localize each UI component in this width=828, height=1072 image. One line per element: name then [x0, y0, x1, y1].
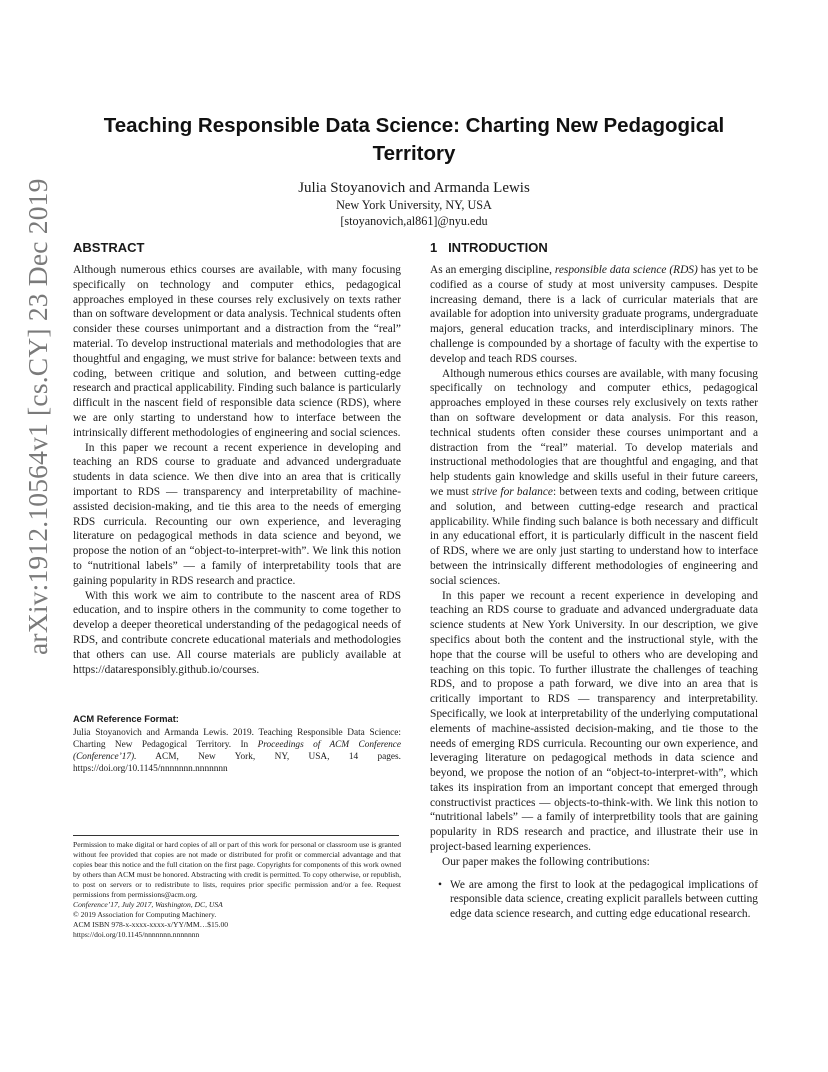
doi-line: https://doi.org/10.1145/nnnnnnn.nnnnnnn [73, 930, 200, 939]
abstract-paragraph-1: Although numerous ethics courses are available, with many focusing specifically on technology and computer ethics, pedagogical approaches employed in these courses rely exclusively on texts rather than on software development or data analysis. Technical students often consider these courses unimportant and a distraction from the “real” material. To develop instructional materials and methodologies that are thoughtful and engaging, we must strive for balance: between texts and coding, between critique and solution, and between cutting-edge research and practical applicability. Finding such balance is particularly difficult in the nascent field of responsible data science (RDS), where we are only starting to understand how to interface between the intrinsically different methodologies of engineering and social sciences. [73, 264, 401, 439]
intro-p1-em: responsible data science (RDS) [554, 264, 698, 276]
intro-paragraph-2 [430, 367, 758, 589]
abstract-paragraph-3: With this work we aim to contribute to the nascent area of RDS education, and to inspire others in the community to come together to develop a deeper theoretical understanding of the pedagogical needs of RDS, and contribute concrete educational materials and methodologies that others can use. All course materials are publicly available at https://dataresponsibly.github.io/courses. [73, 589, 401, 676]
abstract-heading: ABSTRACT [73, 240, 145, 255]
introduction-section [430, 240, 758, 922]
conference-text: Conference’17, July 2017, Washington, DC, USA [73, 900, 223, 909]
isbn-line: ACM ISBN 978-x-xxxx-xxxx-x/YY/MM…$15.00 [73, 920, 229, 929]
paper-title [0, 112, 828, 168]
contribution-item [438, 878, 758, 922]
intro-paragraph-1 [430, 263, 758, 367]
intro-p2-b: : between texts and coding, between critique and solution, and between cutting-edge research and practical applicability. While finding such balance is both necessary and difficult in any educational effort, it is particularly difficult in the nascent field of RDS, where we are only just starting to understand how to interface between the intrinsically different methodologies of engineering and social sciences. [430, 485, 758, 587]
introduction-heading: 1 INTRODUCTION [430, 240, 548, 255]
contribution-text: We are among the first to look at the pedagogical implications of responsible data science, creating explicit parallels between cutting edge data science research, and cutting edge educational research. [450, 878, 758, 921]
acm-reference-text-b: ACM, New York, NY, USA, 14 pages. https://doi.org/10.1145/nnnnnnn.nnnnnnn [73, 752, 401, 774]
copyright-line: © 2019 Association for Computing Machinery. [73, 910, 217, 919]
permission-text: Permission to make digital or hard copies of all or part of this work for personal or classroom use is granted without fee provided that copies are not made or distributed for profit or commercial advantage and that copies bear this notice and the full citation on the first page. Copyrights for components of this work owned by others than ACM must be honored. Abstracting with credit is permitted. To copy otherwise, or republish, to post on servers or to redistribute to lists, requires prior specific permission and/or a fee. Request permissions from permissions@acm.org. [73, 840, 401, 899]
bullet-icon: • [438, 878, 442, 891]
title-line-1: Teaching Responsible Data Science: Charting New Pedagogical [103, 114, 725, 137]
arxiv-stamp-text: arXiv:1912.10564v1 [cs.CY] 23 Dec 2019 [22, 178, 53, 655]
acm-reference-heading: ACM Reference Format: [73, 714, 179, 724]
intro-p2-em: strive for balance [471, 485, 553, 498]
contributions-list [430, 878, 758, 922]
conference-line [73, 900, 401, 910]
title-line-2: Territory [372, 142, 456, 165]
permission-footnote [73, 840, 401, 940]
acm-reference-text-a: Julia Stoyanovich and Armanda Lewis. 2019. Teaching Responsible Data Science: Charting New Pedagogical Territory. In [73, 728, 401, 750]
intro-p2-a: Although numerous ethics courses are available, with many focusing specifically on technology and computer ethics, pedagogical approaches employed in these courses rely exclusively on texts rather than on software development or data analysis. For this reason, technical students often consider these courses unimportant and a distraction from the “real” material. To develop materials and instructional methodologies that are thoughtful and engaging, and that help students gain knowledge and skills useful in their future careers, we must [430, 367, 758, 498]
footnote-rule [73, 835, 399, 836]
author-email: [stoyanovich,al861]@nyu.edu [340, 214, 488, 228]
acm-reference-text [73, 727, 401, 775]
abstract-section [73, 240, 401, 677]
abstract-paragraph-2: In this paper we recount a recent experience in developing and teaching an RDS course to graduate and advanced undergraduate students in data science. We then dive into an area that is critically important to RDS — transparency and interpretability of machine-assisted decision-making, and tie this area to the needs of emerging RDS curricula. Recounting our own experience, and leveraging literature on pedagogical methods in data science and beyond, we propose the notion of an “object-to-interpret-with”. We link this notion to “nutritional labels” — a family of interpretability tools that are gaining popularity in RDS research and practice. [73, 441, 401, 587]
intro-paragraph-3: In this paper we recount a recent experience in developing and teaching an RDS course to graduate and advanced undergraduate data science students at New York University. In our description, we give specifics about both the content and the instructional style, with the hope that the course will be useful to others who are developing and teaching on this topic. To further illustrate the challenges of teaching RDS, and to propose a path forward, we dive into an area that is critically important to RDS — transparency and interpretability. Specifically, we look at interpretability of the underlying computational elements of machine-assisted decision-making, and tie those to the needs of emerging RDS curricula. Recounting our own experience, and leveraging literature on pedagogical methods in data science and beyond, we propose the notion of an “object-to-interpret-with”, which takes its inspiration from an important concept that emerged through constructivist practices — objects-to-think-with. We link this notion to “nutritional labels” — a family of interpretbility tools that are gaining popularity in RDS research and practice, and illustrate their use in project-based learning experiences. [430, 589, 758, 854]
acm-reference-venue: Proceedings of ACM Conference (Conference’17). [73, 740, 402, 762]
authors: Julia Stoyanovich and Armanda Lewis [298, 180, 530, 196]
intro-p1-b: has yet to be codified as a course of study at most university campuses. Despite increasing demand, there is a lack of curricular materials that are available for adoption into university graduate programs, undergraduate majors, general education tracks, and interdisciplinary minors. The challenge is compounded by a shortage of faculty with the expertise to develop and teach RDS courses. [430, 264, 758, 365]
affiliation: New York University, NY, USA [336, 198, 492, 212]
intro-p1-a: As an emerging discipline, [430, 264, 555, 276]
acm-reference-format [73, 713, 401, 775]
intro-paragraph-4: Our paper makes the following contributions: [442, 855, 650, 868]
